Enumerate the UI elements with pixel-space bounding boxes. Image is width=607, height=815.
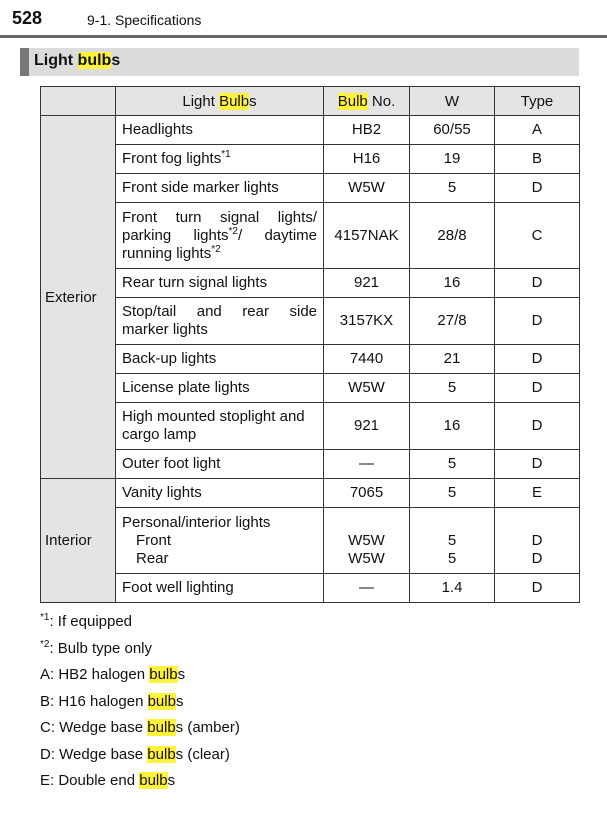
bulb-type: E xyxy=(495,479,580,508)
wattage: 28/8 xyxy=(410,203,495,269)
col-text: No. xyxy=(367,92,396,110)
footnote-text: : Bulb type only xyxy=(49,639,153,657)
bulb-type: B xyxy=(495,145,580,174)
note-text: D: Wedge base xyxy=(40,745,148,763)
bulb-no-column-header xyxy=(324,87,410,116)
footnote-mark: *2 xyxy=(211,243,221,255)
sub-item-front: Front xyxy=(136,531,172,549)
wattage: 5 xyxy=(410,479,495,508)
bulb-type: D xyxy=(495,174,580,203)
search-highlight: bulb xyxy=(77,52,112,69)
table-row xyxy=(41,116,580,145)
light-name-text: Front fog lights xyxy=(122,150,222,167)
table-row xyxy=(41,203,580,269)
note-text: A: HB2 halogen xyxy=(40,666,150,683)
bulb-type: A xyxy=(495,116,580,145)
bulb-no: — xyxy=(324,574,410,603)
bulb-no: — xyxy=(324,450,410,479)
bulb-no: 921 xyxy=(324,403,410,450)
bulb-type: D xyxy=(495,403,580,450)
wattage-rear: 5 xyxy=(447,549,457,567)
footnote-text: : If equipped xyxy=(49,613,133,630)
light-name: Stop/tail and rear side marker lights xyxy=(116,298,324,345)
note-text: s xyxy=(167,772,176,789)
w-column-header: W xyxy=(410,87,495,116)
bulb-type: D xyxy=(495,374,580,403)
bulb-no: 3157KX xyxy=(324,298,410,345)
footnote-mark: *1 xyxy=(40,612,50,623)
wattage: 60/55 xyxy=(410,116,495,145)
table-row xyxy=(41,508,580,574)
note-text: s (clear) xyxy=(175,745,230,763)
light-name: Headlights xyxy=(116,116,324,145)
search-highlight: bulb xyxy=(147,719,176,736)
group-exterior: Exterior xyxy=(41,116,116,479)
light-name: Vanity lights xyxy=(116,479,324,508)
bulb-no-rear: W5W xyxy=(348,549,385,567)
note-text: E: Double end xyxy=(40,772,140,789)
light-name: Rear turn signal lights xyxy=(116,269,324,298)
table-header-row xyxy=(41,87,580,116)
note-text: s (amber) xyxy=(175,719,240,736)
type-note-e xyxy=(40,771,240,798)
footnotes xyxy=(40,612,240,798)
wattage xyxy=(410,508,495,574)
footnote-2 xyxy=(40,639,240,666)
light-name xyxy=(116,145,324,174)
bulb-no-front: W5W xyxy=(348,531,385,549)
note-text: s xyxy=(177,666,186,683)
footnote-mark: *2 xyxy=(228,225,238,237)
light-name: Front side marker lights xyxy=(116,174,324,203)
bulb-type: C xyxy=(495,203,580,269)
light-name: High mounted stoplight and cargo lamp xyxy=(116,403,324,450)
bulb-no: H16 xyxy=(324,145,410,174)
bulb-no: W5W xyxy=(324,374,410,403)
wattage: 5 xyxy=(410,374,495,403)
table-row xyxy=(41,574,580,603)
search-highlight: bulb xyxy=(147,692,176,710)
bulb-no: W5W xyxy=(324,174,410,203)
wattage-front: 5 xyxy=(447,531,457,549)
light-name: Outer foot light xyxy=(116,450,324,479)
bulb-no xyxy=(324,508,410,574)
bulb-type: D xyxy=(495,574,580,603)
wattage: 27/8 xyxy=(410,298,495,345)
bulb-type: D xyxy=(495,450,580,479)
light-bulbs-column-header xyxy=(116,87,324,116)
light-name-text: Front turn signal lights/ parking lights xyxy=(122,208,317,244)
type-column-header: Type xyxy=(495,87,580,116)
wattage: 16 xyxy=(410,403,495,450)
section-title-text: Light xyxy=(34,52,78,69)
wattage: 21 xyxy=(410,345,495,374)
footnote-mark: *1 xyxy=(221,149,231,160)
search-highlight: Bulb xyxy=(337,92,368,110)
light-name: Back-up lights xyxy=(116,345,324,374)
table-row xyxy=(41,450,580,479)
table-row xyxy=(41,374,580,403)
section-title xyxy=(20,48,579,76)
light-name: Foot well lighting xyxy=(116,574,324,603)
bulb-type: D xyxy=(495,269,580,298)
footnote-1 xyxy=(40,612,240,639)
search-highlight: Bulb xyxy=(219,92,250,110)
light-name-text: Personal/interior lights xyxy=(122,513,271,531)
table-row xyxy=(41,145,580,174)
wattage: 19 xyxy=(410,145,495,174)
bulb-no: HB2 xyxy=(324,116,410,145)
search-highlight: bulb xyxy=(149,666,178,683)
wattage: 5 xyxy=(410,450,495,479)
light-name: License plate lights xyxy=(116,374,324,403)
table-row xyxy=(41,174,580,203)
bulb-no: 7065 xyxy=(324,479,410,508)
bulb-no: 4157NAK xyxy=(324,203,410,269)
light-name xyxy=(116,203,324,269)
bulb-type xyxy=(495,508,580,574)
note-text: C: Wedge base xyxy=(40,719,148,736)
note-text: B: H16 halogen xyxy=(40,692,148,710)
bulb-no: 921 xyxy=(324,269,410,298)
search-highlight: bulb xyxy=(147,745,176,763)
chapter-title: 9-1. Specifications xyxy=(87,12,202,28)
type-note-d xyxy=(40,745,240,772)
bulb-type-front: D xyxy=(531,531,543,549)
col-text: Light xyxy=(182,92,220,110)
wattage: 5 xyxy=(410,174,495,203)
col-text: s xyxy=(249,92,257,110)
light-name-text: / daytime running lights xyxy=(122,226,317,262)
header-rule xyxy=(0,35,607,38)
section-title-suffix: s xyxy=(111,52,121,69)
type-note-b xyxy=(40,692,240,719)
table-row xyxy=(41,269,580,298)
footnote-mark: *2 xyxy=(40,638,50,650)
bulb-type: D xyxy=(495,298,580,345)
group-interior: Interior xyxy=(41,479,116,603)
table-row xyxy=(41,479,580,508)
bulb-type: D xyxy=(495,345,580,374)
search-highlight: bulb xyxy=(139,772,168,789)
light-bulbs-table xyxy=(40,86,580,603)
table-row xyxy=(41,345,580,374)
table-row xyxy=(41,403,580,450)
table-row xyxy=(41,298,580,345)
page-header xyxy=(0,0,607,36)
page-number: 528 xyxy=(12,8,43,28)
type-note-a xyxy=(40,665,240,692)
group-column-header xyxy=(41,87,116,116)
bulb-no: 7440 xyxy=(324,345,410,374)
wattage: 16 xyxy=(410,269,495,298)
sub-item-rear: Rear xyxy=(136,549,169,567)
type-note-c xyxy=(40,718,240,745)
wattage: 1.4 xyxy=(410,574,495,603)
bulb-type-rear: D xyxy=(531,549,543,567)
note-text: s xyxy=(175,692,184,710)
light-name xyxy=(116,508,324,574)
